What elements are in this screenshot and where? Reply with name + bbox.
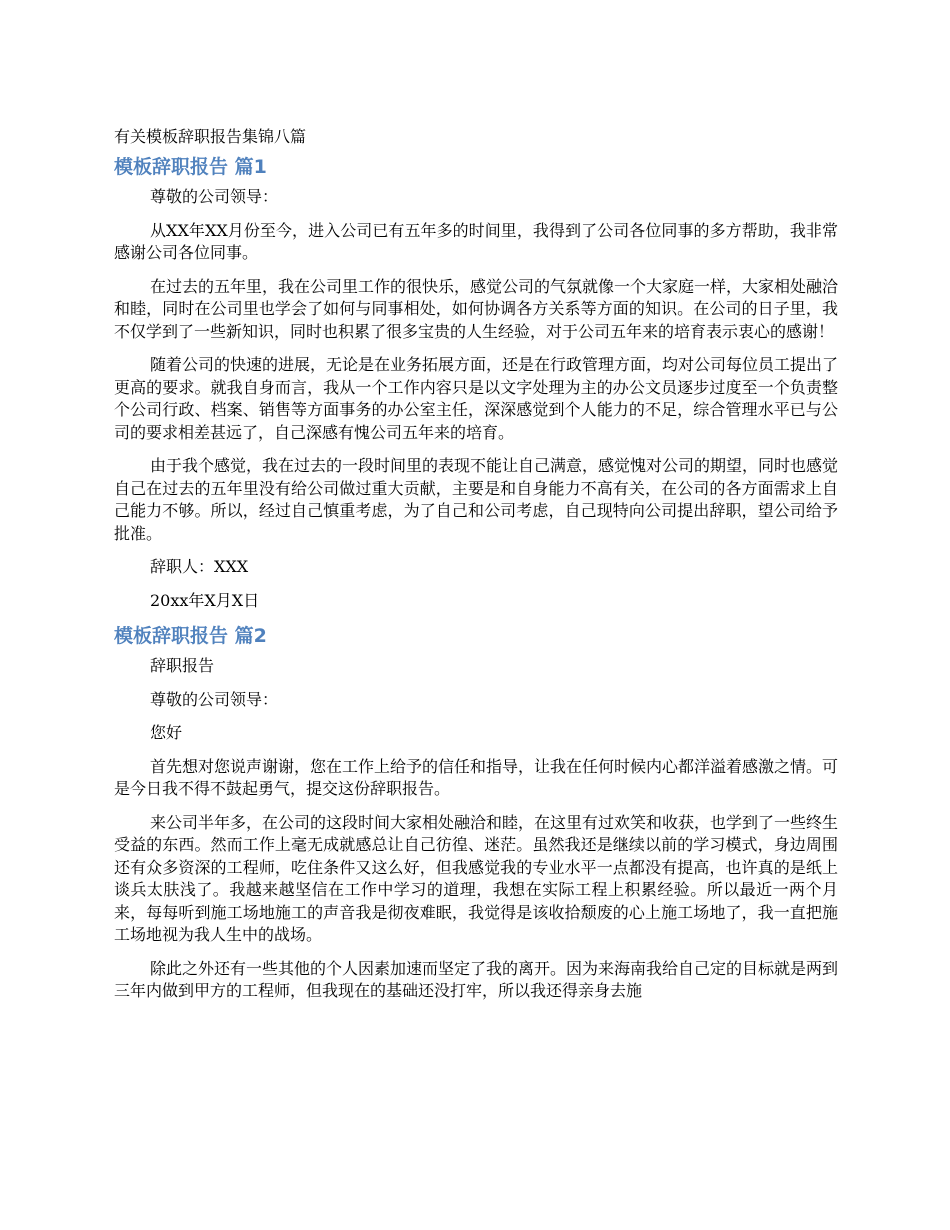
body-paragraph: 从XX年XX月份至今，进入公司已有五年多的时间里，我得到了公司各位同事的多方帮助，我非常感谢公司各位同事。 xyxy=(114,220,838,262)
date-line: 20xx年X月X日 xyxy=(150,590,260,610)
section-1 xyxy=(114,154,838,612)
body-paragraph: 随着公司的快速的进展，无论是在业务拓展方面，还是在行政管理方面，均对公司每位员工提出了更高的要求。就我自身而言，我从一个工作内容只是以文字处理为主的办公文员逐步过度至一个负责整个公司行政、档案、销售等方面事务的办公室主任，深深感觉到个人能力的不足，综合管理水平已与公司的要求相差甚远了，自己深感有愧公司五年来的培育。 xyxy=(114,355,839,442)
greeting: 您好 xyxy=(150,723,183,742)
section-heading: 模板辞职报告 篇2 xyxy=(114,625,267,647)
document-title: 有关模板辞职报告集锦八篇 xyxy=(114,127,307,146)
body-paragraph: 来公司半年多，在公司的这段时间大家相处融洽和睦，在这里有过欢笑和收获，也学到了一些终生受益的东西。然而工作上毫无成就感总让自己彷徨、迷茫。虽然我还是继续以前的学习模式，身边周围还有众多资深的工程师，吃住条件又这么好，但我感觉我的专业水平一点都没有提高，也许真的是纸上谈兵太肤浅了。我越来越坚信在工作中学习的道理，我想在实际工程上积累经验。所以最近一两个月来，每每听到施工场地施工的声音我是彻夜难眠，我觉得是该收拾颓废的心上施工场地了，我一直把施工场地视为我人生中的战场。 xyxy=(114,812,839,944)
salutation: 尊敬的公司领导： xyxy=(150,689,279,709)
salutation: 尊敬的公司领导： xyxy=(150,187,279,206)
report-label: 辞职报告 xyxy=(150,656,215,675)
body-paragraph: 除此之外还有一些其他的个人因素加速而坚定了我的离开。因为来海南我给自己定的目标就是两到三年内做到甲方的工程师，但我现在的基础还没打牢，所以我还得亲身去施 xyxy=(114,958,839,1000)
section-2 xyxy=(114,623,838,1003)
body-paragraph: 首先想对您说声谢谢，您在工作上给予的信任和指导，让我在任何时候内心都洋溢着感激之情。可是今日我不得不鼓起勇气，提交这份辞职报告。 xyxy=(114,756,839,798)
document-body xyxy=(114,126,838,1014)
section-heading: 模板辞职报告 篇1 xyxy=(114,156,267,178)
body-paragraph: 由于我个感觉，我在过去的一段时间里的表现不能让自己满意，感觉愧对公司的期望，同时也感觉自己在过去的五年里没有给公司做过重大贡献，主要是和自身能力不高有关，在公司的各方面需求上自己能力不够。所以，经过自己慎重考虑，为了自己和公司考虑，自己现特向公司提出辞职，望公司给予批准。 xyxy=(114,456,839,543)
signature-line: 辞职人：XXX xyxy=(150,557,249,576)
body-paragraph: 在过去的五年里，我在公司里工作的很快乐，感觉公司的气氛就像一个大家庭一样，大家相处融洽和睦，同时在公司里也学会了如何与同事相处，如何协调各方关系等方面的知识。在公司的日子里，我不仅学到了一些新知识，同时也积累了很多宝贵的人生经验，对于公司五年来的培育表示衷心的感谢！ xyxy=(114,276,839,341)
